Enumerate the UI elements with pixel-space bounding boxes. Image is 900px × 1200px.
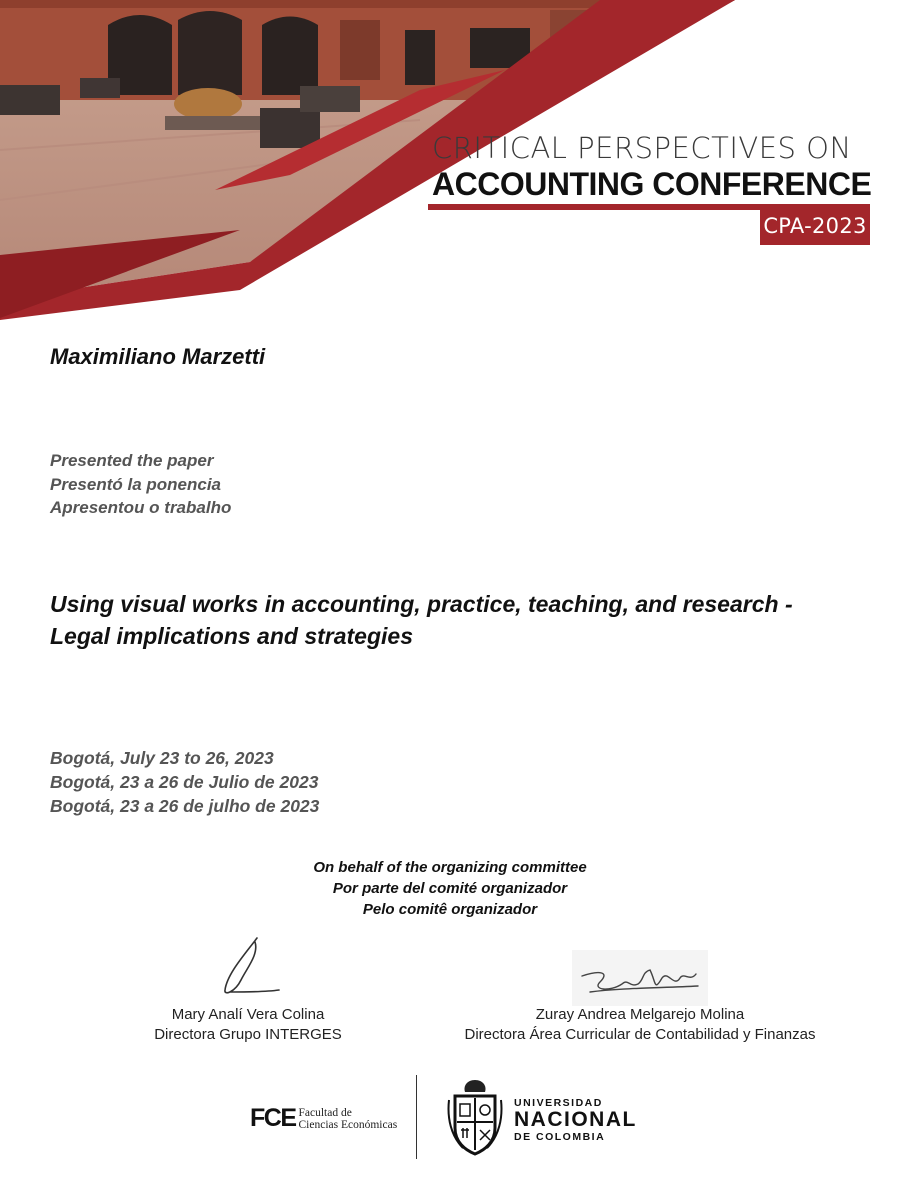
signature-right [570, 948, 710, 1008]
presented-statement [50, 449, 231, 520]
university-seal-icon [445, 1078, 505, 1156]
presented-pt: Apresentou o trabalho [50, 498, 232, 517]
date-pt: Bogotá, 23 a 26 de julho de 2023 [50, 796, 320, 816]
date-es: Bogotá, 23 a 26 de Julio de 2023 [50, 772, 319, 792]
signature-left [205, 934, 285, 998]
committee-es: Por parte del comité organizador [332, 880, 568, 897]
conference-title-line1: CRITICAL PERSPECTIVES ON [432, 131, 852, 165]
signatory-right-role: Directora Área Curricular de Contabilidad y Finanzas [464, 1026, 816, 1043]
date-en: Bogotá, July 23 to 26, 2023 [50, 748, 274, 768]
event-dates [50, 746, 319, 818]
conference-title [432, 132, 872, 202]
fce-logo [250, 1104, 397, 1133]
logo-divider [416, 1075, 417, 1159]
fce-logo-text [299, 1107, 398, 1131]
university-logo-text [514, 1097, 637, 1143]
recipient-name: Maximiliano Marzetti [50, 344, 266, 369]
committee-statement [250, 857, 650, 920]
signatory-left-name: Mary Analí Vera Colina [171, 1006, 325, 1023]
un-line1: UNIVERSIDAD [514, 1097, 603, 1109]
committee-en: On behalf of the organizing committee [313, 859, 587, 876]
signatory-left-role: Directora Grupo INTERGES [154, 1026, 342, 1043]
fce-logo-line1: Facultad de [298, 1106, 352, 1119]
paper-title: Using visual works in accounting, practice, teaching, and research - Legal implications and strategies [50, 591, 793, 649]
conference-badge: CPA-2023 [760, 208, 870, 245]
un-line3: DE COLOMBIA [514, 1131, 606, 1143]
presented-es: Presentó la ponencia [50, 474, 221, 494]
conference-title-line2: ACCOUNTING CONFERENCE [432, 166, 872, 202]
committee-pt: Pelo comitê organizador [362, 901, 538, 918]
un-line2: NACIONAL [514, 1108, 637, 1131]
signatory-left [98, 1005, 398, 1045]
presented-en: Presented the paper [50, 451, 214, 470]
fce-logo-line2: Ciencias Económicas [298, 1118, 398, 1131]
fce-logo-mark: FCE [250, 1104, 296, 1132]
signatory-right-name: Zuray Andrea Melgarejo Molina [535, 1006, 745, 1023]
signatory-right [440, 1005, 840, 1045]
